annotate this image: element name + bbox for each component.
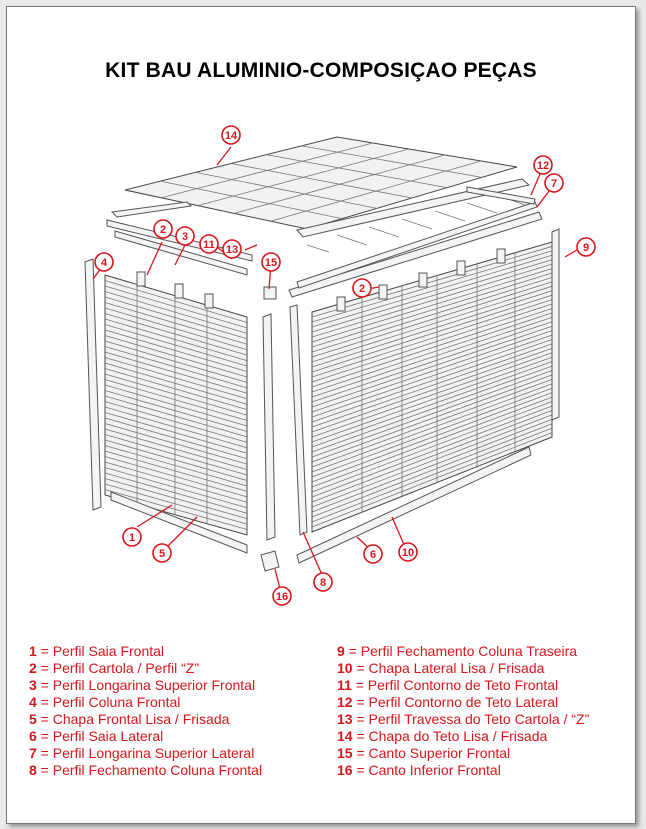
legend-text: = Perfil Coluna Frontal xyxy=(36,694,181,710)
legend-item xyxy=(29,694,262,711)
svg-text:11: 11 xyxy=(203,239,215,251)
legend-text: = Chapa Frontal Lisa / Frisada xyxy=(36,711,230,727)
rear-column-closure xyxy=(552,229,559,420)
callout-14 xyxy=(222,126,240,144)
svg-text:7: 7 xyxy=(550,178,558,190)
callout-7 xyxy=(545,174,563,192)
legend-item xyxy=(337,728,589,745)
legend-number: 16 xyxy=(337,762,353,778)
front-column-closure xyxy=(290,305,307,535)
callout-12 xyxy=(534,156,552,174)
legend-text: = Chapa Lateral Lisa / Frisada xyxy=(352,660,545,676)
callout-8 xyxy=(314,573,332,591)
svg-text:13: 13 xyxy=(225,244,239,256)
legend-text: = Perfil Longarina Superior Lateral xyxy=(36,745,255,761)
legend-number: 6 xyxy=(29,728,37,744)
callout-6 xyxy=(364,545,382,563)
callout-4 xyxy=(95,253,113,271)
svg-text:15: 15 xyxy=(264,257,278,269)
legend-left xyxy=(29,643,262,779)
legend-number: 5 xyxy=(29,711,37,727)
legend-number: 4 xyxy=(29,694,37,710)
legend-item xyxy=(337,643,589,660)
legend-item xyxy=(29,677,262,694)
legend-text: = Perfil Contorno de Teto Lateral xyxy=(352,694,559,710)
svg-text:12: 12 xyxy=(536,160,550,172)
callout-15 xyxy=(262,253,280,271)
callout-9 xyxy=(577,238,595,256)
svg-text:10: 10 xyxy=(401,547,415,559)
page-title: KIT BAU ALUMINIO-COMPOSIÇAO PEÇAS xyxy=(105,59,537,82)
legend-item xyxy=(337,745,589,762)
legend-text: = Perfil Fechamento Coluna Frontal xyxy=(36,762,263,778)
legend-item xyxy=(29,711,262,728)
svg-text:4: 4 xyxy=(100,257,108,269)
legend-text: = Perfil Saia Frontal xyxy=(36,643,165,659)
svg-text:9: 9 xyxy=(582,242,590,254)
legend-text: = Perfil Fechamento Coluna Traseira xyxy=(344,643,578,659)
legend-number: 14 xyxy=(337,728,353,744)
callout-2 xyxy=(154,220,172,238)
top-corner xyxy=(264,287,276,299)
legend-number: 2 xyxy=(29,660,37,676)
callout-3 xyxy=(176,227,194,245)
legend-item xyxy=(29,643,262,660)
exploded-diagram xyxy=(7,7,635,627)
legend-number: 13 xyxy=(337,711,353,727)
legend-number: 3 xyxy=(29,677,37,693)
legend-text: = Perfil Longarina Superior Frontal xyxy=(36,677,256,693)
document-page xyxy=(6,6,636,824)
legend-item xyxy=(337,660,589,677)
front-panel xyxy=(105,272,247,535)
roof-sheet xyxy=(125,137,517,229)
corner-column xyxy=(263,314,275,540)
lateral-panel xyxy=(312,242,552,532)
svg-text:16: 16 xyxy=(275,591,289,603)
callout-2 xyxy=(353,279,371,297)
bottom-corner xyxy=(261,551,279,571)
legend-item xyxy=(29,660,262,677)
legend-number: 7 xyxy=(29,745,37,761)
legend-item xyxy=(337,694,589,711)
legend-number: 10 xyxy=(337,660,353,676)
svg-text:14: 14 xyxy=(224,130,238,142)
svg-text:2: 2 xyxy=(358,283,366,295)
legend-text: = Chapa do Teto Lisa / Frisada xyxy=(352,728,548,744)
legend-number: 15 xyxy=(337,745,353,761)
legend-text: = Perfil Travessa do Teto Cartola / “Z” xyxy=(352,711,590,727)
legend-item xyxy=(29,745,262,762)
legend-text: = Canto Inferior Frontal xyxy=(352,762,501,778)
callout-1 xyxy=(123,528,141,546)
legend-item xyxy=(337,762,589,779)
callout-10 xyxy=(399,543,417,561)
legend-item xyxy=(337,711,589,728)
legend-number: 1 xyxy=(29,643,37,659)
legend-number: 11 xyxy=(337,677,352,693)
legend-number: 9 xyxy=(337,643,345,659)
legend-item xyxy=(337,677,589,694)
legend-number: 12 xyxy=(337,694,353,710)
svg-text:3: 3 xyxy=(181,231,189,243)
callout-16 xyxy=(273,587,291,605)
callout-11 xyxy=(200,235,218,253)
legend-item xyxy=(29,762,262,779)
front-column xyxy=(85,259,101,510)
svg-text:8: 8 xyxy=(319,577,327,589)
legend-text: = Perfil Saia Lateral xyxy=(36,728,164,744)
legend-number: 8 xyxy=(29,762,37,778)
legend-text: = Canto Superior Frontal xyxy=(352,745,511,761)
legend-text: = Perfil Contorno de Teto Frontal xyxy=(351,677,559,693)
svg-text:2: 2 xyxy=(159,224,167,236)
callout-13 xyxy=(223,240,241,258)
svg-text:6: 6 xyxy=(369,549,377,561)
legend-text: = Perfil Cartola / Perfil “Z” xyxy=(36,660,199,676)
legend-right xyxy=(337,643,589,779)
legend-item xyxy=(29,728,262,745)
svg-text:5: 5 xyxy=(158,548,166,560)
svg-text:1: 1 xyxy=(128,532,136,544)
callout-5 xyxy=(153,544,171,562)
